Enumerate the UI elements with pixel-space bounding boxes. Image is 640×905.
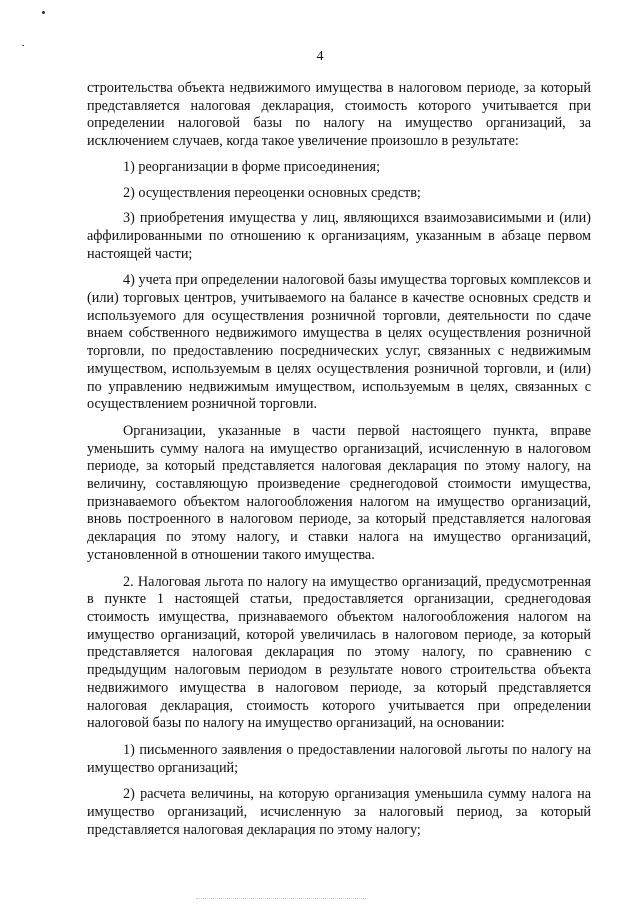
paragraph-tax-reduction: Организации, указанные в части первой настоящего пункта, вправе уменьшить сумму налога на имущество организаций, исчисленную в налоговом периоде, за который представляется налоговая декларация по этому налогу, на величину, составляющую произведение среднегодовой стоимости имущества, признаваемого объектом налогообложения налогом на имущество организаций, вновь построенного в налоговом периоде, за который представляется налоговая декларация по этому налогу, и ставки налога на имущество организаций, установленной в отношении такого имущества. — [87, 422, 591, 563]
document-body — [87, 80, 591, 839]
scan-bottom-artifact — [196, 898, 366, 900]
scan-artifact-mark — [22, 45, 24, 46]
page-number: 4 — [316, 49, 324, 64]
list-item-written-application: 1) письменного заявления о предоставлении налоговой льготы по налогу на имущество организаций; — [87, 741, 591, 776]
scan-artifact-dot — [42, 11, 45, 14]
paragraph-clause-2: 2. Налоговая льгота по налогу на имущество организаций, предусмотренная в пункте 1 настоящей статьи, предоставляется организации, среднегодовая стоимость имущества, признаваемого объектом налогообложения налогом на имущество организаций, которой увеличилась в налоговом периоде, за который представляется налоговая декларация по этому налогу, по сравнению с предыдущим налоговым периодом в результате нового строительства объекта недвижимого имущества в налоговом периоде, за который представляется налоговая декларация, стоимость которого учитывается при определении налоговой базы по налогу на имущество организаций, на основании: — [87, 573, 591, 732]
list-item-trade-complexes: 4) учета при определении налоговой базы имущества торговых комплексов и (или) торговых центров, учитываемого на балансе в качестве основных средств и используемого для осуществления розничной торговли, деятельности по сдаче внаем собственного недвижимого имущества в целях осуществления розничной торговли, по предоставлению посреднических услуг, связанных с недвижимым имуществом, используемым в целях осуществления розничной торговли, и (или) по управлению недвижимым имуществом, используемым в целях, связанных с осуществлением розничной торговли. — [87, 272, 591, 413]
paragraph-continuation: строительства объекта недвижимого имущества в налоговом периоде, за который представляется налоговая декларация, стоимость которого учитывается при определении налоговой базы по налогу на имущество организаций, за исключением случаев, когда такое увеличение произошло в результате: — [87, 80, 591, 150]
list-item-revaluation: 2) осуществления переоценки основных средств; — [123, 184, 421, 201]
list-item-reorganization: 1) реорганизации в форме присоединения; — [123, 158, 381, 175]
list-item-calculation: 2) расчета величины, на которую организация уменьшила сумму налога на имущество организаций, исчисленную за налоговый период, за который представляется налоговая декларация по этому налогу; — [87, 786, 591, 838]
list-item-acquisition: 3) приобретения имущества у лиц, являющихся взаимозависимыми и (или) аффилированными по отношению к организациям, указанным в абзаце первом настоящей части; — [87, 210, 591, 262]
